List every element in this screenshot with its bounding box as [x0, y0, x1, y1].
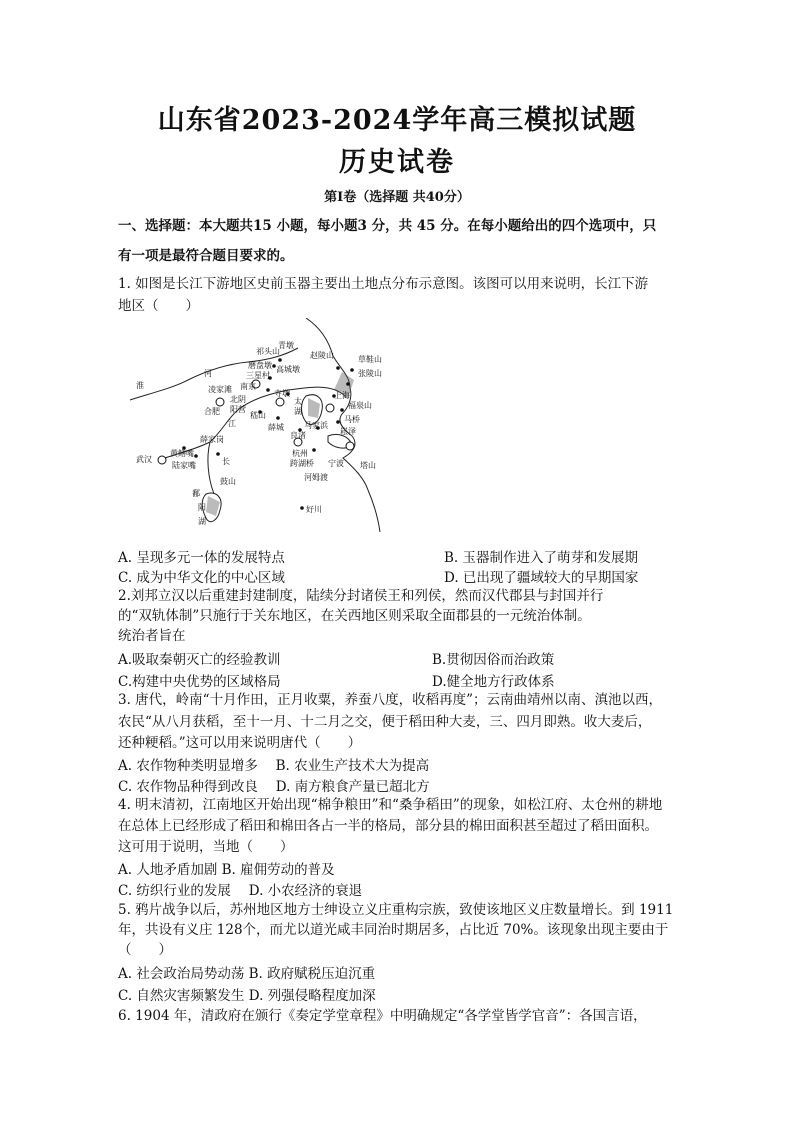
map-label: 塔山: [360, 461, 376, 470]
section-heading: 第Ⅰ卷（选择题 共40分）: [324, 190, 470, 205]
q1-option-c[interactable]: C. 成为中华文化的中心区域: [118, 570, 285, 586]
exam-title: 山东省2023-2024学年高三模拟试题: [157, 105, 637, 136]
q1-option-a[interactable]: A. 呈现多元一体的发展特点: [118, 550, 285, 566]
map-label: 鄱: [192, 489, 200, 498]
map-label: 嵇山: [250, 411, 266, 420]
map-label: 鼓山: [220, 477, 236, 486]
map-label: 江: [228, 419, 236, 428]
map-label: 上海: [334, 391, 350, 400]
map-label: 寺墩: [274, 389, 290, 398]
q5-options-cd[interactable]: C. 自然灾害频繁发生 D. 列强侵略程度加深: [118, 988, 376, 1004]
q4-options-ab[interactable]: A. 人地矛盾加剧 B. 雇佣劳动的普及: [118, 862, 335, 878]
q4-stem-1: 4. 明末清初，江南地区开始出现“棉争粮田”和“桑争稻田”的现象，如松江府、太仓州的耕地: [118, 797, 663, 813]
map-label: 河: [204, 369, 212, 378]
q3-options-cd[interactable]: C. 农作物品种得到改良 D. 南方粮食产量已超北方: [118, 779, 430, 795]
map-label: 草鞋山: [358, 355, 382, 364]
map-label: 福泉山: [348, 401, 372, 410]
map-label: 张陵山: [358, 369, 382, 378]
map-label: 河姆渡: [304, 473, 328, 482]
q5-options-ab[interactable]: A. 社会政治局势动荡 B. 政府赋税压迫沉重: [118, 966, 376, 982]
map-label: 武汉: [136, 455, 152, 464]
map-label: 太: [294, 397, 302, 406]
q2-stem-1: 2.刘邦立汉以后重建封建制度，陆续分封诸侯王和列侯，然而汉代郡县与封国并行: [118, 588, 604, 604]
q5-stem-3: （ ）: [118, 942, 172, 958]
q3-stem-3: 还种粳稻。”这可以用来说明唐代（ ）: [118, 735, 362, 751]
exam-subtitle: 历史试卷: [339, 147, 455, 178]
map-label: 跨湖桥: [290, 459, 314, 468]
instruction-line-2: 有一项是最符合题目要求的。: [118, 248, 294, 264]
q1-stem-2: 地区（ ）: [118, 298, 199, 314]
map-label: 北阴: [230, 395, 246, 404]
q4-stem-3: 这可用于说明，当地（ ）: [118, 839, 294, 855]
q2-option-b[interactable]: B.贯彻因俗而治政策: [432, 652, 555, 668]
map-label: 薛城: [268, 423, 284, 432]
yangtze-lower: [208, 442, 214, 494]
q2-option-a[interactable]: A.吸取秦朝灭亡的经验教训: [118, 652, 281, 668]
q4-stem-2: 在总体上已经形成了稻田和棉田各占一半的格局，部分县的棉田面积甚至超过了稻田面积。: [118, 818, 658, 834]
q5-stem-1: 5. 鸦片战争以后，苏州地区地方士绅设立义庄重构宗族，致使该地区义庄数量增长。到 1911: [118, 902, 674, 918]
q2-stem-2: 的“双轨体制”只施行于关东地区，在关西地区则采取全面郡县的一元统治体制。: [118, 608, 591, 624]
map-label: 淮: [136, 381, 144, 390]
q4-options-cd[interactable]: C. 纺织行业的发展 D. 小农经济的衰退: [118, 883, 363, 899]
q3-stem-1: 3. 唐代，岭南“十月作田，正月收粟，养蚕八度，收稻再度”；云南曲靖州以南、滇池以西，: [118, 692, 662, 708]
jade-distribution-map: [128, 318, 414, 532]
map-label: 合肥: [204, 407, 220, 416]
map-label: 阳: [198, 503, 206, 512]
map-label: 赵陵山: [310, 351, 334, 360]
map-label: 湖: [198, 517, 206, 526]
map-label: 凌家滩: [208, 385, 232, 394]
q1-stem-1: 1. 如图是长江下游地区史前玉器主要出土地点分布示意图。该图可以用来说明，长江下游: [118, 276, 649, 292]
map-label: 祁头山: [256, 347, 280, 356]
map-label: 黄鳝嘴: [170, 449, 194, 458]
map-label: 崧泽: [340, 427, 356, 436]
map-label: 青墩: [278, 341, 294, 350]
q2-stem-3: 统治者旨在: [118, 628, 186, 644]
map-label: 马桥: [344, 415, 360, 424]
q3-options-ab[interactable]: A. 农作物种类明显增多 B. 农业生产技术大为提高: [118, 758, 430, 774]
map-label: 薛家岗: [200, 435, 224, 444]
q1-option-d[interactable]: D. 已出现了疆域较大的早期国家: [444, 570, 639, 586]
q3-stem-2: 农民“从八月获稻，至十一月、十二月之交，便于稻田种大麦，三、四月即熟。收大麦后，: [118, 714, 652, 730]
map-label: 南京: [240, 382, 256, 391]
map-label: 长: [222, 457, 230, 466]
map-label: 良渚: [290, 431, 306, 440]
q1-option-b[interactable]: B. 玉器制作进入了萌芽和发展期: [444, 550, 639, 566]
q5-stem-2: 年，共设有义庄 128个，而尤以道光咸丰同治时期居多，占比近 70%。该现象出现主要由于: [118, 922, 669, 938]
q2-option-d[interactable]: D.健全地方行政体系: [432, 674, 555, 690]
map-label: 陆家嘴: [172, 461, 196, 470]
map-label: 好川: [306, 505, 322, 514]
map-label: 三星村: [246, 371, 270, 380]
map-label: 高城墩: [276, 365, 300, 374]
instruction-line-1: 一、选择题：本大题共15 小题，每小题3 分，共 45 分。在每小题给出的四个选项中，只: [118, 218, 657, 234]
map-label: 马家浜: [304, 421, 328, 430]
map-label: 磨盘墩: [248, 361, 272, 370]
map-label: 杭州: [292, 449, 308, 458]
q2-option-c[interactable]: C.构建中央优势的区域格局: [118, 674, 281, 690]
q6-stem-1: 6. 1904 年，清政府在颁行《奏定学堂章程》中明确规定“各学堂皆学官音”：各国言语，: [118, 1008, 647, 1024]
map-label: 宁波: [328, 459, 344, 468]
map-label: 湖: [294, 407, 302, 416]
map-label: 阳营: [230, 405, 246, 414]
